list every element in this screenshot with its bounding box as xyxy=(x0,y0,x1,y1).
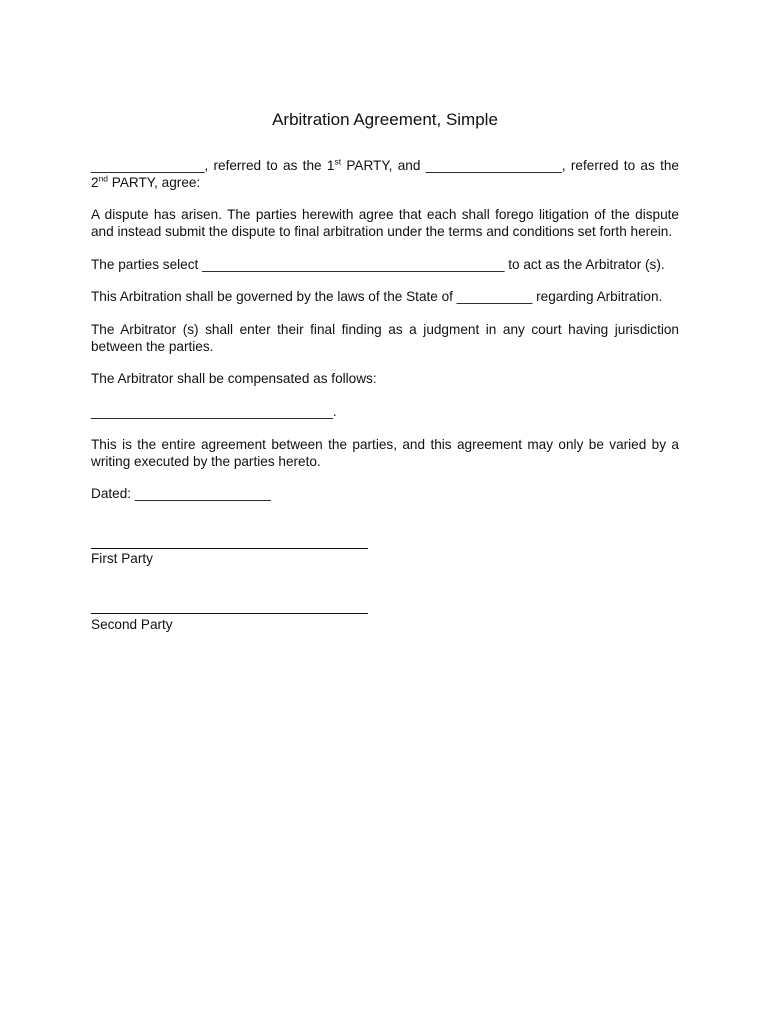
party-text-2: PARTY, and xyxy=(341,158,426,173)
party-line-2 xyxy=(91,174,679,191)
party-text-1: , referred to as the 1 xyxy=(204,158,335,173)
select-arbitrator-paragraph: The parties select ________________________________________ to act as the Arbitrator (s). xyxy=(91,257,665,272)
second-party-signature-line xyxy=(91,613,368,614)
party-line-1 xyxy=(91,157,679,174)
second-party-blank: __________________ xyxy=(425,158,562,173)
compensation-blank: ________________________________. xyxy=(91,404,337,419)
judgment-paragraph: The Arbitrator (s) shall enter their final finding as a judgment in any court having jurisdiction between the parties. xyxy=(91,322,679,354)
governing-law-paragraph: This Arbitration shall be governed by the laws of the State of __________ regarding Arbitration. xyxy=(91,289,663,304)
party-sup-1: st xyxy=(334,156,342,167)
party-prefix-2: 2 xyxy=(91,175,99,190)
entire-agreement-paragraph: This is the entire agreement between the parties, and this agreement may only be varied by a writing executed by the parties hereto. xyxy=(91,437,679,469)
second-party-label: Second Party xyxy=(91,617,173,632)
party-sup-2: nd xyxy=(98,173,109,184)
first-party-blank: _______________ xyxy=(91,158,205,173)
first-party-label: First Party xyxy=(91,551,153,566)
document-title: Arbitration Agreement, Simple xyxy=(272,110,498,129)
first-party-signature-line xyxy=(91,548,368,549)
dated-line: Dated: __________________ xyxy=(91,486,271,501)
compensation-paragraph: The Arbitrator shall be compensated as follows: xyxy=(91,371,377,386)
party-text-4: PARTY, agree: xyxy=(108,175,201,190)
dispute-paragraph: A dispute has arisen. The parties herewith agree that each shall forego litigation of the dispute and instead submit the dispute to final arbitration under the terms and conditions set forth herein. xyxy=(91,207,679,239)
party-text-3: , referred to as the xyxy=(561,158,679,173)
